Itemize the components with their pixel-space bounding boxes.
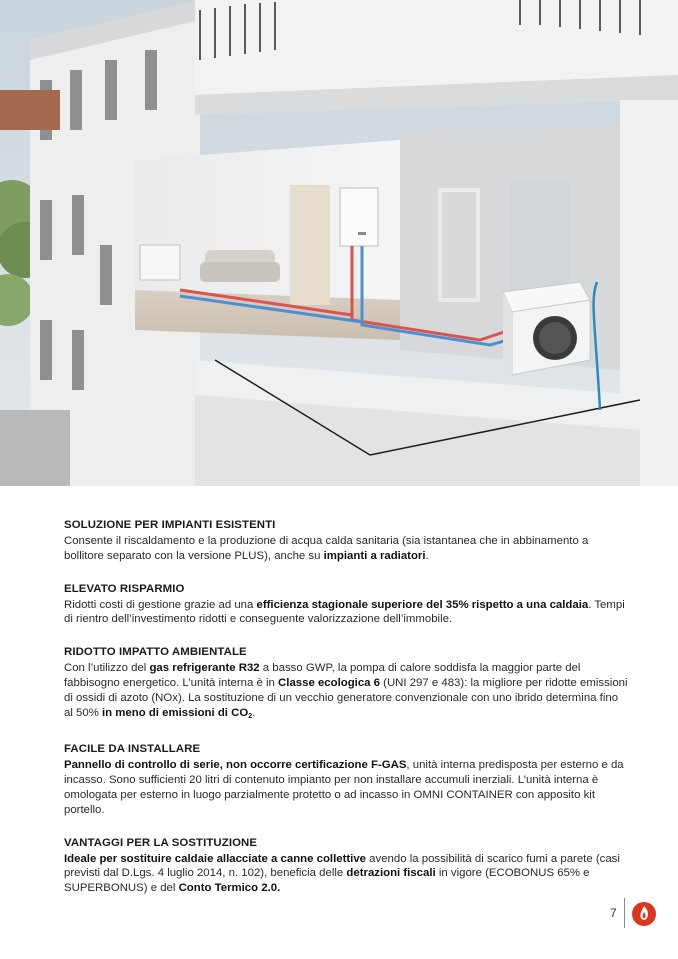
section xyxy=(64,836,630,896)
section-title: SOLUZIONE PER IMPIANTI ESISTENTI xyxy=(64,519,276,531)
section-body: Con l’utilizzo del gas refrigerante R32 a basso GWP, la pompa di calore soddisfa la maggior parte del fabbisogno energetico. L’unità interna è in Classe ecologica 6 (UNI 297 e 483): la migliore per ridotte emissioni di ossidi di azoto (NOx). La sostituzione di un vecchio generatore convenzionale con uno ibrido determina fino al 50% in meno di emissioni di $CO_2$. xyxy=(64,662,628,720)
section-title: RIDOTTO IMPATTO AMBIENTALE xyxy=(64,646,247,659)
text-content xyxy=(64,518,630,914)
section xyxy=(64,742,630,817)
upper-balcony xyxy=(195,0,678,115)
footer-divider xyxy=(624,898,625,928)
section xyxy=(64,582,630,628)
page-footer xyxy=(600,898,660,930)
page-number: 7 xyxy=(610,906,617,920)
brand-flame-logo-icon xyxy=(631,901,657,927)
section-title: FACILE DA INSTALLARE xyxy=(64,743,201,756)
section-title: VANTAGGI PER LA SOSTITUZIONE xyxy=(64,836,258,849)
section xyxy=(64,518,630,564)
section-body: Pannello di controllo di serie, non occorre certificazione F-GAS, unità interna predisposta per esterno e da incasso. Sono sufficienti 20 litri di contenuto impianto per non installare accumuli inerziali. L’unità interna è omologata per esterno in luogo parzialmente protetto o ad incasso in OMNI CONTAINER con apposito kit portello. xyxy=(64,759,624,816)
section-body: Ridotti costi di gestione grazie ad una efficienza stagionale superiore del 35% rispetto a una caldaia. Tempi di rientro dell’investimento ridotti e conseguente valorizzazione dell’immobile. xyxy=(64,598,625,626)
section-title: ELEVATO RISPARMIO xyxy=(64,582,185,595)
heat-pump-outdoor-unit xyxy=(503,282,590,375)
section-body: Ideale per sostituire caldaie allacciate a canne collettive avendo la possibilità di scarico fumi a parete (casi previsti dal D.Lgs. 4 luglio 2014, n. 102), beneficia delle detrazioni fiscali in vigore (ECOBONUS 65% e SUPERBONUS) e del Conto Termico 2.0. xyxy=(64,852,620,895)
boiler-unit xyxy=(340,188,378,246)
section xyxy=(64,645,630,724)
section-body: Consente il riscaldamento e la produzione di acqua calda sanitaria (sia istantanea che in abbinamento a bollitore separato con la versione PLUS), anche su impianti a radiatori. xyxy=(64,535,589,562)
